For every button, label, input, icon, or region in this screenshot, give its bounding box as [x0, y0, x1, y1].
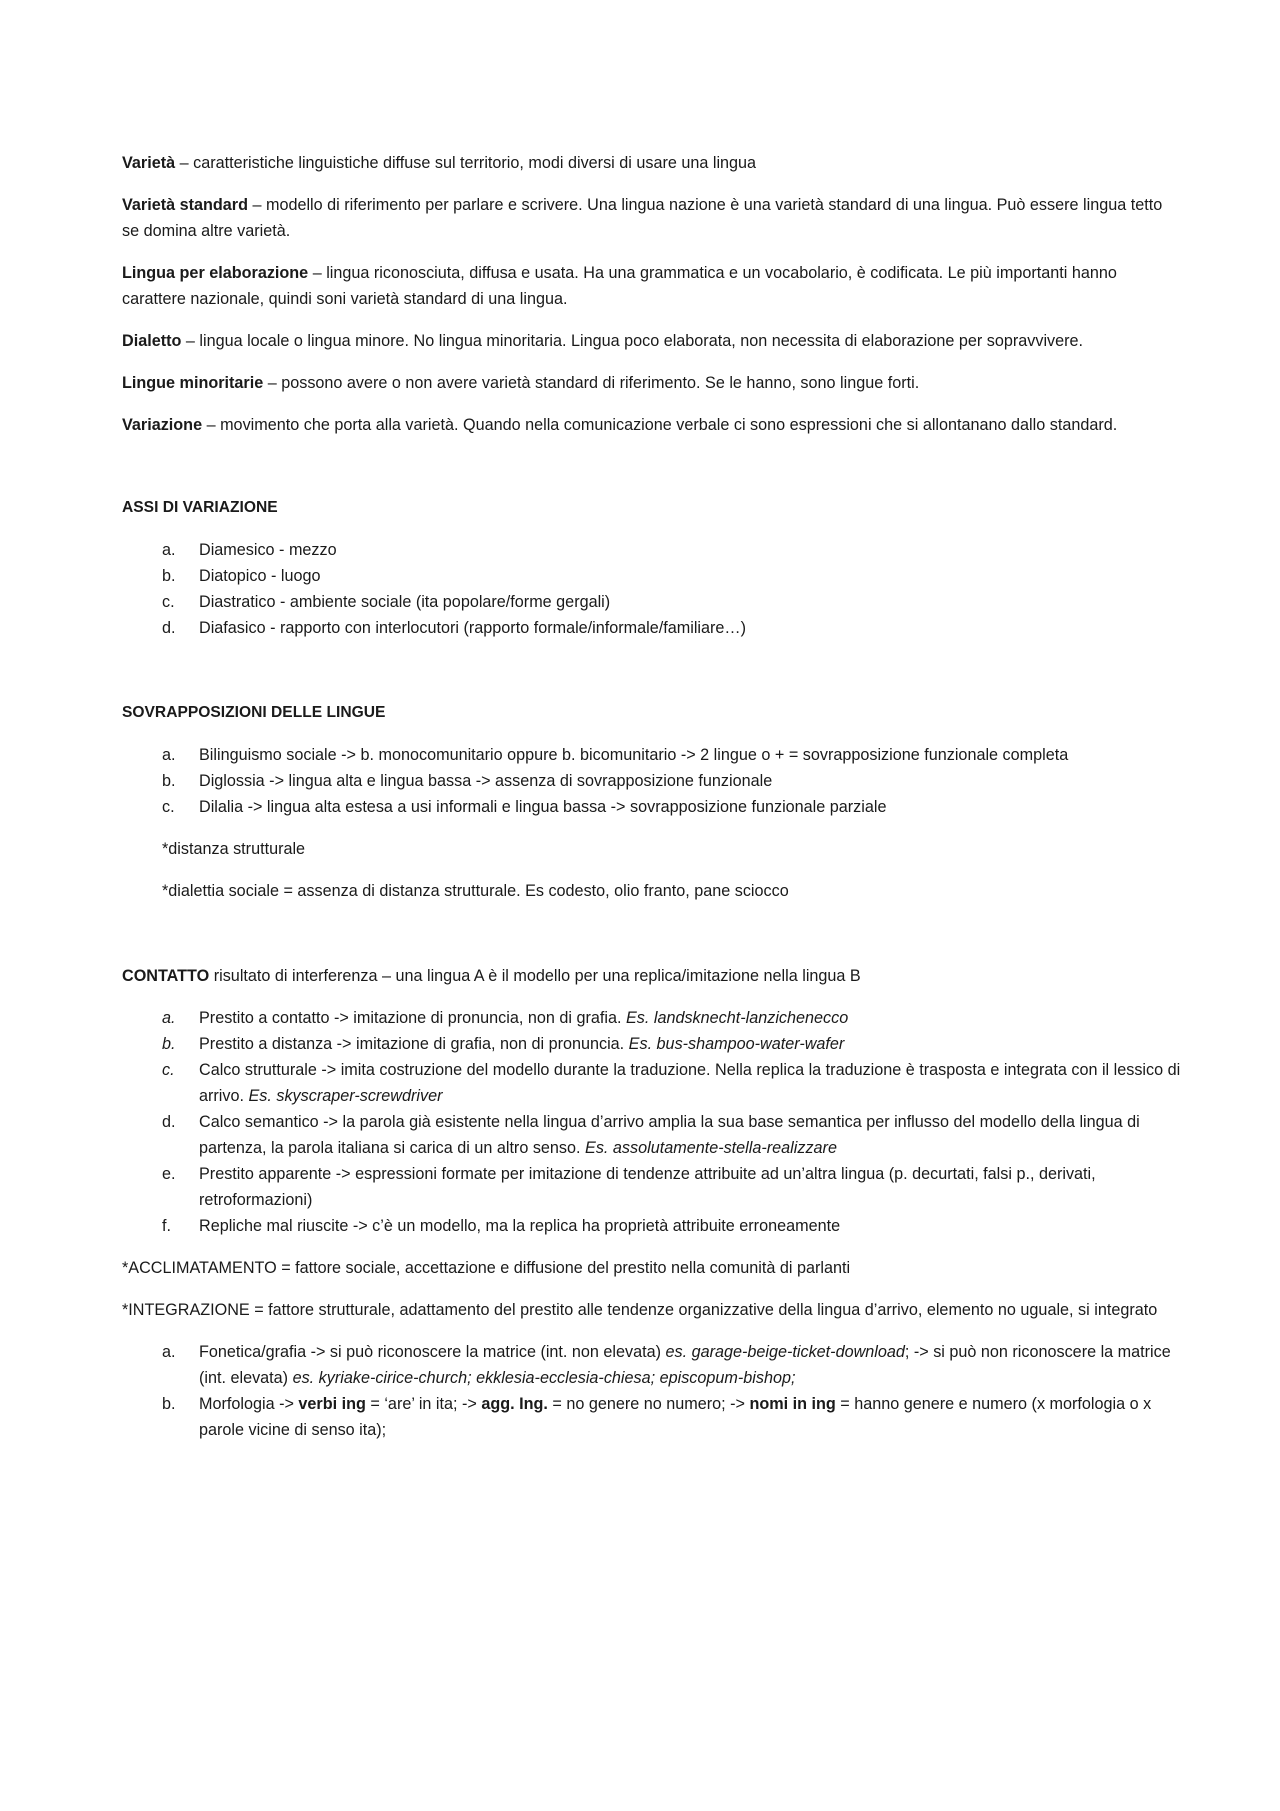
contatto-list: [122, 1005, 1182, 1239]
section-heading-contatto: [122, 963, 1182, 989]
list-marker: c.: [162, 1061, 175, 1079]
sovrapposizioni-list: [122, 742, 1182, 820]
section-heading-assi: ASSI DI VARIAZIONE: [122, 499, 278, 516]
list-text: Calco semantico -> la parola già esistente nella lingua d’arrivo amplia la sua base semantica per influsso del modello della lingua di partenza, la parola italiana si carica di un altro senso.: [199, 1113, 1140, 1157]
list-example: es. kyriake-cirice-church; ekklesia-ecclesia-chiesa; episcopum-bishop;: [292, 1369, 796, 1387]
list-marker: b.: [162, 567, 176, 585]
definition-text: – lingua riconosciuta, diffusa e usata. Ha una grammatica e un vocabolario, è codificata. Le più importanti hanno carattere nazionale, quindi soni varietà standard di una lingua.: [122, 264, 1117, 308]
list-marker: e.: [162, 1165, 176, 1183]
list-marker: b.: [162, 1395, 176, 1413]
note-acclimatamento: *ACCLIMATAMENTO = fattore sociale, accettazione e diffusione del prestito nella comunità di parlanti: [122, 1259, 851, 1277]
definition-term: Varietà: [122, 154, 176, 172]
list-marker: b.: [162, 772, 176, 790]
note-integrazione: *INTEGRAZIONE = fattore strutturale, adattamento del prestito alle tendenze organizzative della lingua d’arrivo, elemento no uguale, si integrato: [122, 1301, 1158, 1319]
list-text: Bilinguismo sociale -> b. monocomunitario oppure b. bicomunitario -> 2 lingue o + = sovrapposizione funzionale completa: [199, 746, 1069, 764]
list-item: [122, 1005, 1182, 1031]
definition-text: – lingua locale o lingua minore. No lingua minoritaria. Lingua poco elaborata, non necessita di elaborazione per sopravvivere.: [181, 332, 1084, 350]
definition-lingua-elaborazione: [122, 260, 1182, 312]
list-text: Diafasico - rapporto con interlocutori (rapporto formale/informale/familiare…): [199, 619, 746, 637]
definition-dialetto: [122, 328, 1182, 354]
list-text: = ‘are’ in ita; ->: [365, 1395, 482, 1413]
definition-term: Lingue minoritarie: [122, 374, 264, 392]
definition-text: – caratteristiche linguistiche diffuse sul territorio, modi diversi di usare una lingua: [175, 154, 757, 172]
list-bold-term: agg. Ing.: [481, 1395, 548, 1413]
note-distanza-strutturale: *distanza strutturale: [162, 840, 306, 858]
list-item: [122, 563, 1182, 589]
list-marker: d.: [162, 619, 176, 637]
list-text: Morfologia ->: [199, 1395, 299, 1413]
list-item: [122, 537, 1182, 563]
list-item: [122, 1109, 1182, 1161]
definition-text: – possono avere o non avere varietà standard di riferimento. Se le hanno, sono lingue forti.: [263, 374, 920, 392]
list-text: Diatopico - luogo: [199, 567, 321, 585]
list-text: Prestito a contatto -> imitazione di pronuncia, non di grafia.: [199, 1009, 626, 1027]
list-marker: a.: [162, 1343, 176, 1361]
list-text: = hanno genere e numero (x morfologia o x parole vicine di senso ita);: [199, 1395, 1152, 1439]
document-page: [122, 150, 1182, 1459]
list-item: [122, 1031, 1182, 1057]
list-example: es. garage-beige-ticket-download: [665, 1343, 905, 1361]
list-example: Es. bus-shampoo-water-wafer: [628, 1035, 845, 1053]
list-item: [122, 742, 1182, 768]
definition-text: – modello di riferimento per parlare e scrivere. Una lingua nazione è una varietà standard di una lingua. Può essere lingua tetto se domina altre varietà.: [122, 196, 1163, 240]
list-item: [122, 1161, 1182, 1213]
definition-varieta: [122, 150, 1182, 176]
list-text: Prestito a distanza -> imitazione di grafia, non di pronuncia.: [199, 1035, 629, 1053]
list-text: Diamesico - mezzo: [199, 541, 337, 559]
list-item: [122, 1391, 1182, 1443]
definition-term: Varietà standard: [122, 196, 248, 214]
list-text: Diglossia -> lingua alta e lingua bassa -> assenza di sovrapposizione funzionale: [199, 772, 773, 790]
list-marker: f.: [162, 1217, 171, 1235]
list-example: Es. skyscraper-screwdriver: [248, 1087, 443, 1105]
section-heading-sovrapposizioni: SOVRAPPOSIZIONI DELLE LINGUE: [122, 704, 386, 721]
list-item: [122, 1213, 1182, 1239]
list-marker: b.: [162, 1035, 176, 1053]
definition-term: Lingua per elaborazione: [122, 264, 309, 282]
list-example: Es. landsknecht-lanzichenecco: [625, 1009, 849, 1027]
definition-text: – movimento che porta alla varietà. Quando nella comunicazione verbale ci sono espressioni che si allontanano dallo standard.: [202, 416, 1118, 434]
list-item: [122, 1057, 1182, 1109]
list-item: [122, 768, 1182, 794]
definition-term: Variazione: [122, 416, 203, 434]
list-example: Es. assolutamente-stella-realizzare: [585, 1139, 837, 1157]
integrazione-list: [122, 1339, 1182, 1443]
list-text: ; -> si può non riconoscere la matrice (int. elevata): [199, 1343, 1171, 1387]
note-dialettia-sociale: *dialettia sociale = assenza di distanza strutturale. Es codesto, olio franto, pane sciocco: [162, 882, 789, 900]
contatto-text: risultato di interferenza – una lingua A è il modello per una replica/imitazione nella lingua B: [209, 967, 861, 985]
list-marker: c.: [162, 798, 175, 816]
list-text: Dilalia -> lingua alta estesa a usi informali e lingua bassa -> sovrapposizione funzionale parziale: [199, 798, 887, 816]
list-bold-term: nomi in ing: [749, 1395, 836, 1413]
list-item: [122, 589, 1182, 615]
list-marker: a.: [162, 746, 176, 764]
list-marker: a.: [162, 1009, 176, 1027]
list-text: = no genere no numero; ->: [547, 1395, 750, 1413]
definition-lingue-minoritarie: [122, 370, 1182, 396]
list-text: Fonetica/grafia -> si può riconoscere la matrice (int. non elevata): [199, 1343, 666, 1361]
definition-variazione: [122, 412, 1182, 438]
list-marker: a.: [162, 541, 176, 559]
list-text: Diastratico - ambiente sociale (ita popolare/forme gergali): [199, 593, 611, 611]
definition-varieta-standard: [122, 192, 1182, 244]
list-text: Prestito apparente -> espressioni formate per imitazione di tendenze attribuite ad un’altra lingua (p. decurtati, falsi p., derivati, retroformazioni): [199, 1165, 1096, 1209]
list-marker: d.: [162, 1113, 176, 1131]
list-item: [122, 794, 1182, 820]
list-item: [122, 615, 1182, 641]
list-marker: c.: [162, 593, 175, 611]
contatto-term: CONTATTO: [122, 967, 210, 985]
list-text: Calco strutturale -> imita costruzione del modello durante la traduzione. Nella replica la traduzione è trasposta e integrata con il lessico di arrivo.: [199, 1061, 1181, 1105]
definition-term: Dialetto: [122, 332, 182, 350]
assi-list: [122, 537, 1182, 641]
list-item: [122, 1339, 1182, 1391]
list-text: Repliche mal riuscite -> c’è un modello, ma la replica ha proprietà attribuite erroneamente: [199, 1217, 841, 1235]
list-bold-term: verbi ing: [298, 1395, 366, 1413]
